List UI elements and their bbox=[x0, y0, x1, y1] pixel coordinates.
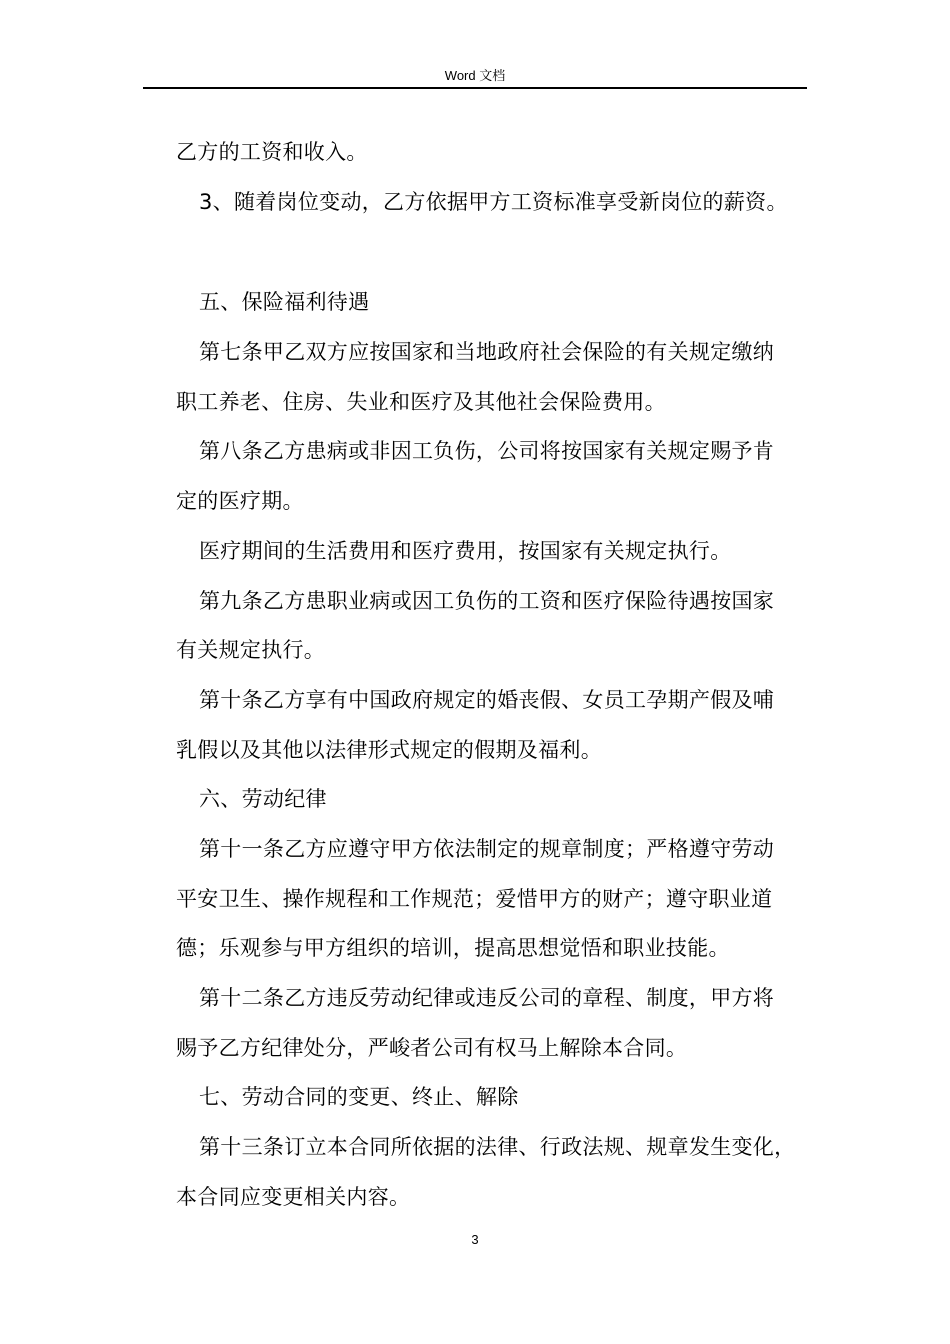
body-line: 第十条乙方享有中国政府规定的婚丧假、女员工孕期产假及哺 bbox=[199, 688, 775, 712]
section-heading: 七、劳动合同的变更、终止、解除 bbox=[199, 1085, 519, 1109]
body-line: 第九条乙方患职业病或因工负伤的工资和医疗保险待遇按国家 bbox=[199, 589, 775, 613]
body-line: 本合同应变更相关内容。 bbox=[176, 1185, 411, 1209]
body-line: 定的医疗期。 bbox=[176, 489, 304, 513]
body-line: 3、随着岗位变动，乙方依据甲方工资标准享受新岗位的薪资。 bbox=[199, 190, 788, 214]
section-heading: 六、劳动纪律 bbox=[199, 787, 327, 811]
body-line: 德；乐观参与甲方组织的培训，提高思想觉悟和职业技能。 bbox=[176, 936, 730, 960]
body-line: 第十一条乙方应遵守甲方依法制定的规章制度；严格遵守劳动 bbox=[199, 837, 775, 861]
body-line: 有关规定执行。 bbox=[176, 638, 326, 662]
body-line: 乳假以及其他以法律形式规定的假期及福利。 bbox=[176, 738, 602, 762]
body-line: 第十二条乙方违反劳动纪律或违反公司的章程、制度，甲方将 bbox=[199, 986, 775, 1010]
body-line: 第七条甲乙双方应按国家和当地政府社会保险的有关规定缴纳 bbox=[199, 340, 775, 364]
body-line: 赐予乙方纪律处分，严峻者公司有权马上解除本合同。 bbox=[176, 1036, 688, 1060]
section-heading: 五、保险福利待遇 bbox=[199, 290, 370, 314]
body-line: 第八条乙方患病或非因工负伤，公司将按国家有关规定赐予肯 bbox=[199, 439, 775, 463]
body-line: 职工养老、住房、失业和医疗及其他社会保险费用。 bbox=[176, 390, 666, 414]
header-title: Word 文档 bbox=[444, 68, 506, 83]
body-line: 乙方的工资和收入。 bbox=[176, 140, 368, 164]
body-line: 医疗期间的生活费用和医疗费用，按国家有关规定执行。 bbox=[199, 539, 732, 563]
page-number: 3 bbox=[471, 1232, 479, 1247]
header-divider bbox=[143, 87, 807, 89]
body-line: 平安卫生、操作规程和工作规范；爱惜甲方的财产；遵守职业道 bbox=[176, 887, 773, 911]
body-line: 第十三条订立本合同所依据的法律、行政法规、规章发生变化， bbox=[199, 1135, 796, 1159]
